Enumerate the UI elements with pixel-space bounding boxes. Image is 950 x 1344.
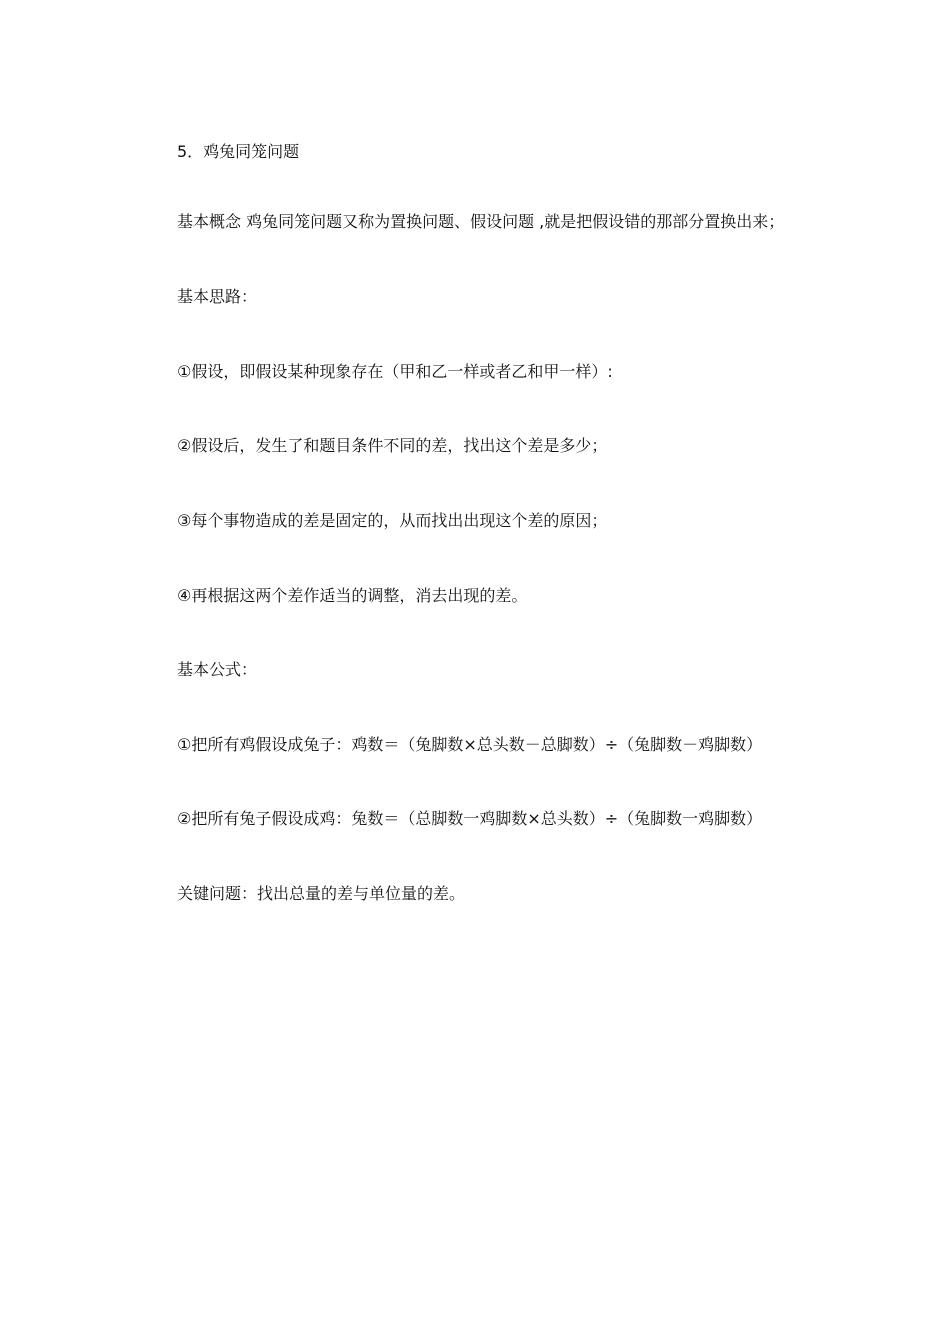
approach-step-2: ②假设后，发生了和题目条件不同的差，找出这个差是多少； (177, 436, 608, 455)
formula-2: ②把所有兔子假设成鸡：兔数＝（总脚数一鸡脚数×总头数）÷（兔脚数一鸡脚数） (177, 809, 763, 828)
approach-step-4: ④再根据这两个差作适当的调整，消去出现的差。 (177, 586, 528, 605)
formula-1: ①把所有鸡假设成兔子：鸡数＝（兔脚数×总头数－总脚数）÷（兔脚数－鸡脚数） (177, 735, 763, 754)
basic-concept-paragraph: 基本概念 鸡兔同笼问题又称为置换问题、假设问题 ,就是把假设错的那部分置换出来； (177, 212, 785, 231)
approach-step-3: ③每个事物造成的差是固定的，从而找出出现这个差的原因； (177, 511, 608, 530)
key-point-paragraph: 关键问题：找出总量的差与单位量的差。 (177, 884, 466, 903)
basic-approach-label: 基本思路： (177, 287, 258, 306)
approach-step-1: ①假设，即假设某种现象存在（甲和乙一样或者乙和甲一样）: (177, 362, 613, 381)
basic-formula-label: 基本公式： (177, 660, 258, 679)
section-heading: 5．鸡兔同笼问题 (177, 142, 300, 161)
